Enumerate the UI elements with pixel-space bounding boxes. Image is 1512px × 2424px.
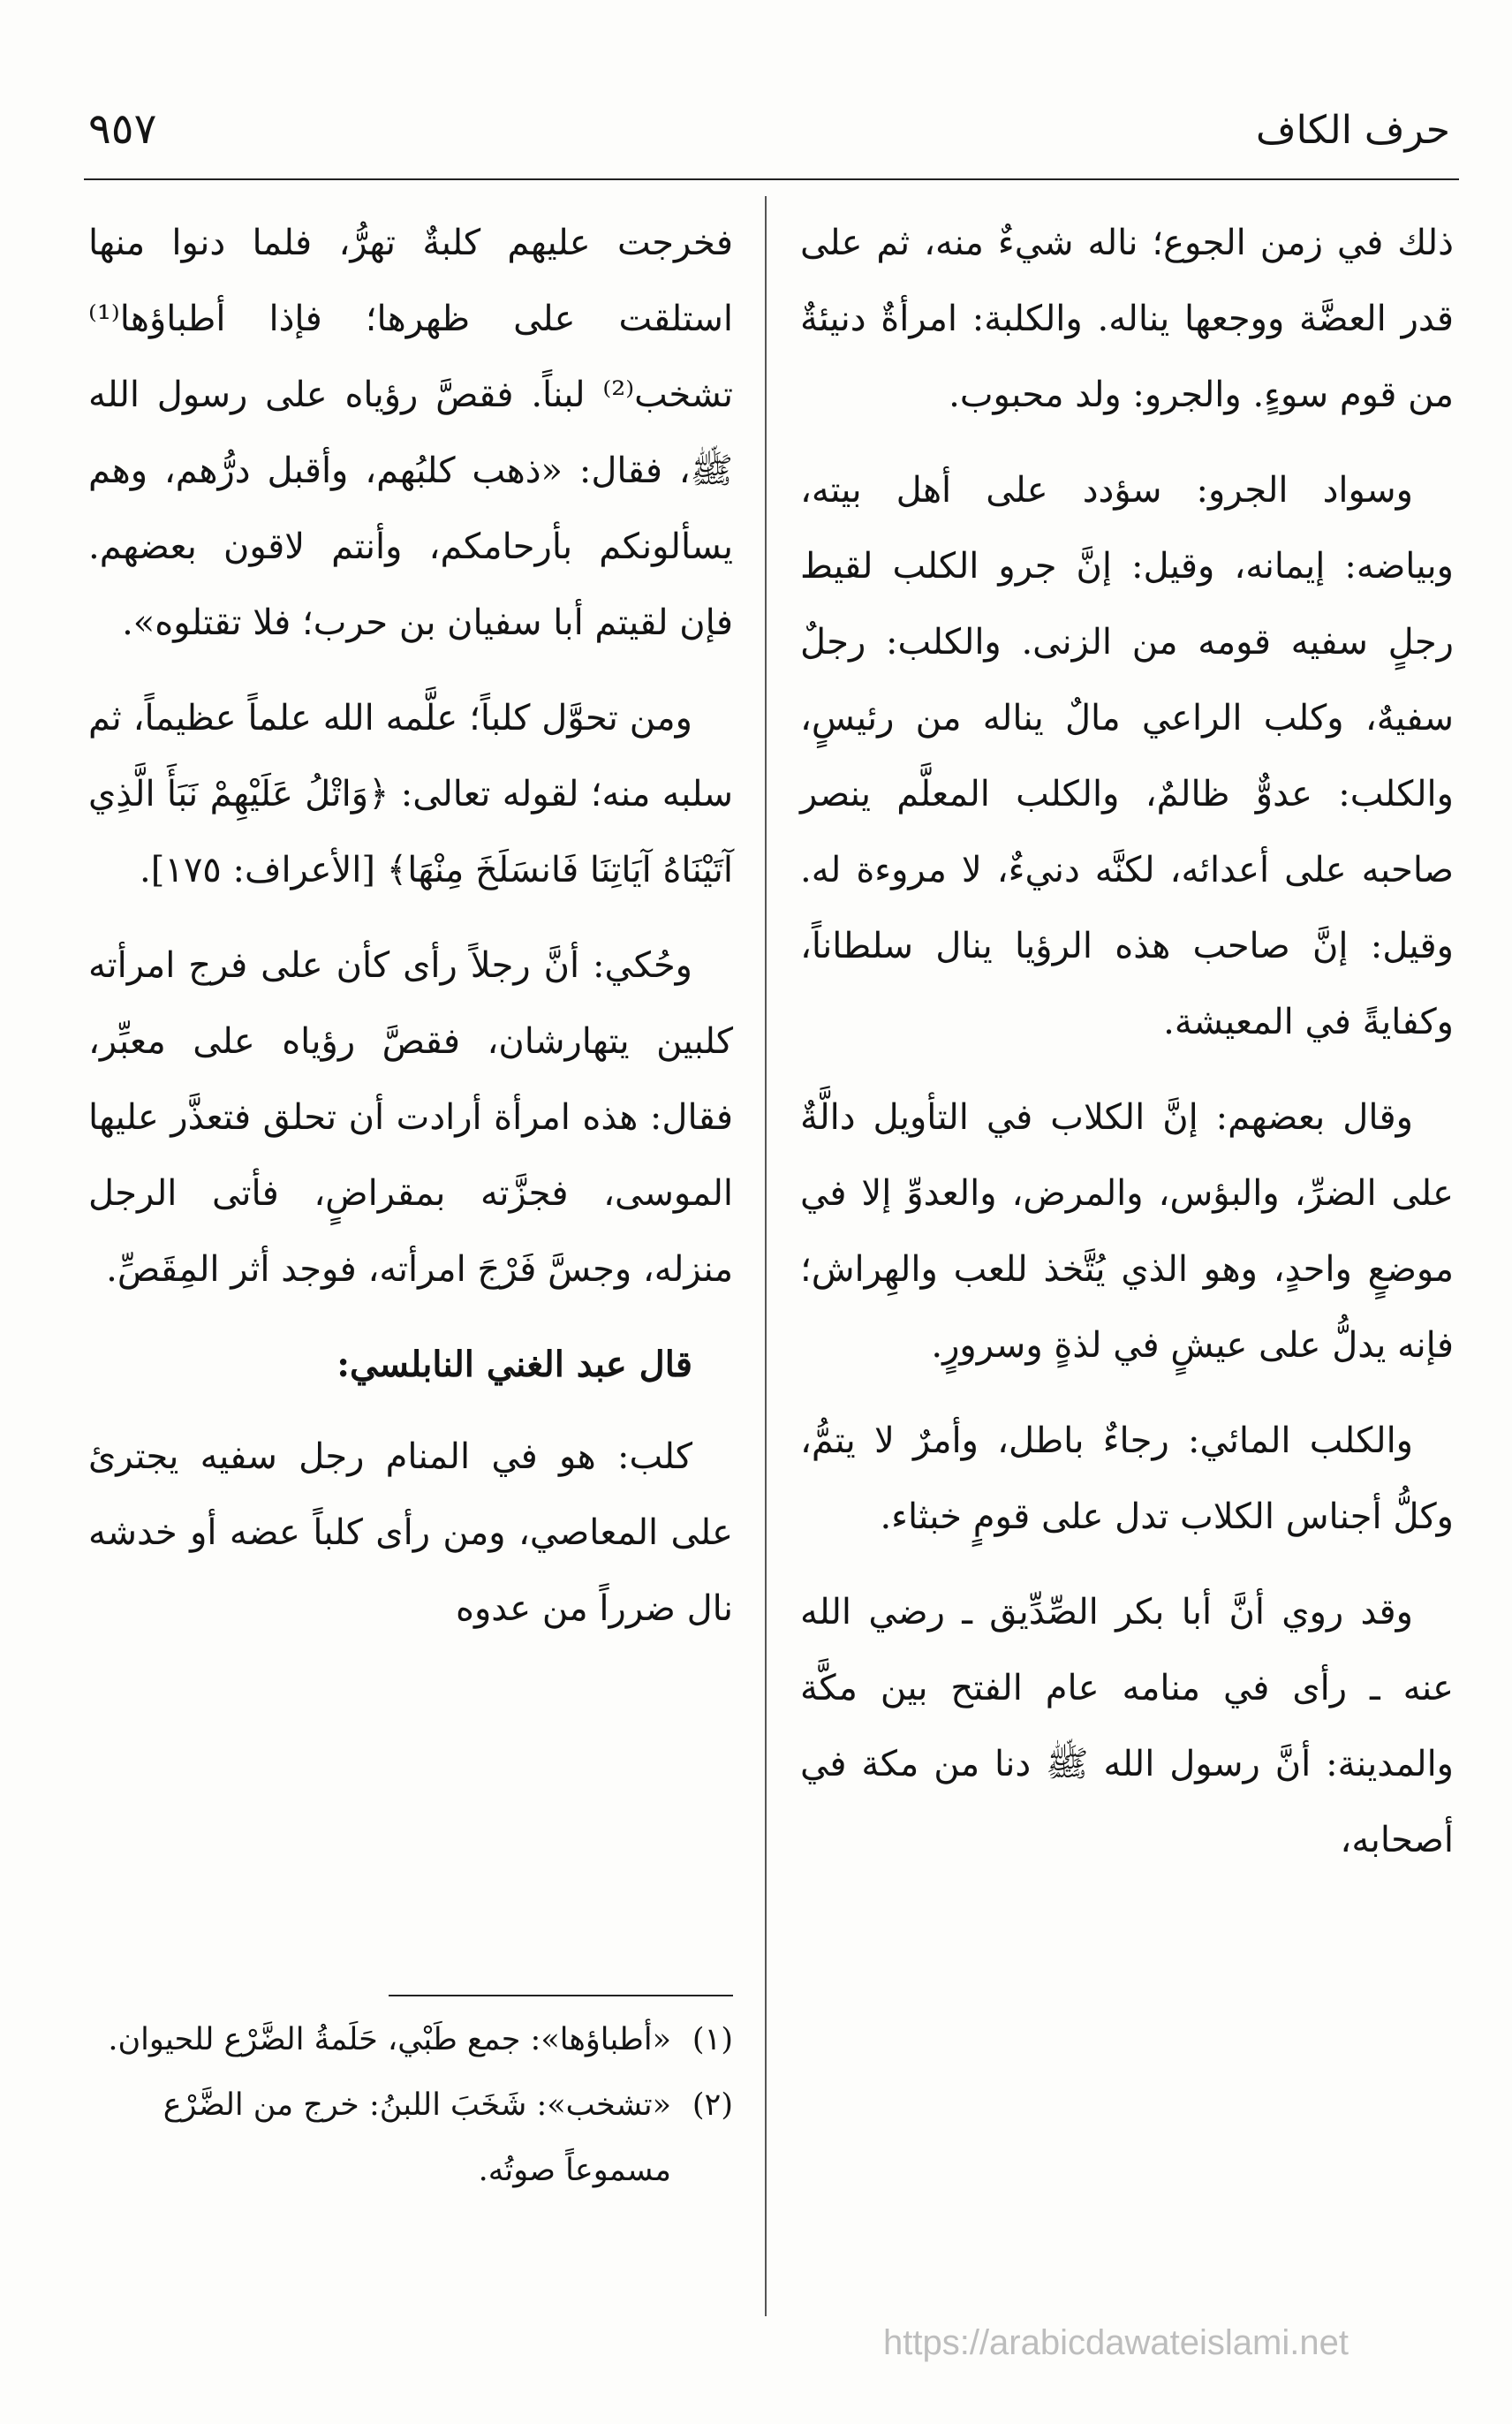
paragraph xyxy=(88,680,733,908)
paragraph: وحُكي: أنَّ رجلاً رأى كأن على فرج امرأته كلبين يتهارشان، فقصَّ رؤياه على معبِّر، فقال: هذه امرأة أرادت أن تحلق فتعذَّر عليها الموسى، فجزَّته بمقراضٍ، فأتى الرجل منزله، وجسَّ فَرْجَ امرأته، فوجد أثر المِقَصِّ. xyxy=(88,945,733,1290)
paragraph: وقد روي أنَّ أبا بكر الصِّدِّيق ـ رضي الله عنه ـ رأى في منامه عام الفتح بين مكَّة والمدينة: أنَّ رسول الله ﷺ دنا من مكة في أصحابه، xyxy=(800,1592,1454,1860)
right-column xyxy=(800,205,1454,1898)
chapter-title: حرف الكاف xyxy=(1255,108,1450,153)
footnote-number: (٢) xyxy=(692,2087,733,2123)
footnote-rule xyxy=(389,1995,733,1996)
left-column xyxy=(88,205,733,1666)
header-rule xyxy=(84,178,1459,180)
section-heading: قال عبد الغني النابلسي: xyxy=(336,1344,692,1385)
column-divider xyxy=(765,196,767,2316)
quran-verse: ﴿وَاتْلُ عَلَيْهِمْ نَبَأَ الَّذِي آتَيْنَاهُ آيَاتِنَا فَانسَلَخَ مِنْهَا﴾ xyxy=(88,774,733,890)
page-number: ٩٥٧ xyxy=(88,104,157,154)
paragraph: والكلب المائي: رجاءٌ باطل، وأمرٌ لا يتمُّ، وكلُّ أجناس الكلاب تدل على قومٍ خبثاء. xyxy=(800,1420,1454,1537)
paragraph: وسواد الجرو: سؤدد على أهل بيته، وبياضه: إيمانه، وقيل: إنَّ جرو الكلب لقيط رجلٍ سفيه قومه من الزنى. والكلب: رجلٌ سفيهٌ، وكلب الراعي مالٌ يناله من رئيسٍ، والكلب: عدوٌّ ظالمٌ، والكلب المعلَّم ينصر صاحبه على أعدائه، لكنَّه دنيءٌ، لا مروءة له. وقيل: إنَّ صاحب هذه الرؤيا ينال سلطاناً، وكفايةً في المعيشة. xyxy=(800,470,1454,1042)
footnote-text: «أطباؤها»: جمع طَبْي، حَلَمةُ الضَّرْع للحيوان. xyxy=(108,2022,671,2057)
footnote xyxy=(88,2072,733,2203)
watermark: https://arabicdawateislami.net xyxy=(883,2323,1349,2362)
paragraph: ذلك في زمن الجوع؛ ناله شيءٌ منه، ثم على قدر العضَّة ووجعها يناله. والكلبة: امرأةٌ دنيئةٌ من قوم سوءٍ. والجرو: ولد محبوب. xyxy=(800,223,1454,415)
paragraph: وقال بعضهم: إنَّ الكلاب في التأويل دالَّةٌ على الضرِّ، والبؤس، والمرض، والعدوِّ إلا في موضعٍ واحدٍ، وهو الذي يُتَّخذ للعب والهِراش؛ فإنه يدلُّ على عيشٍ في لذةٍ وسرورٍ. xyxy=(800,1097,1454,1366)
paragraph-text: ومن تحوَّل كلباً؛ علَّمه الله علماً عظيماً، ثم سلبه منه؛ لقوله تعالى: xyxy=(88,698,734,814)
paragraph: فخرجت عليهم كلبةٌ تهرُّ، فلما دنوا منها استلقت على ظهرها؛ فإذا أطباؤها⁽¹⁾ تشخب⁽²⁾ لبناً. فقصَّ رؤياه على رسول الله ﷺ، فقال: «ذهب كلبُهم، وأقبل درُّهم، وهم يسألونكم بأرحامكم، وأنتم لاقون بعضهم. فإن لقيتم أبا سفيان بن حرب؛ فلا تقتلوه». xyxy=(88,223,733,643)
footnote-text: «تشخب»: شَخَبَ اللبنُ: خرج من الضَّرْع مسموعاً صوتُه. xyxy=(163,2087,671,2188)
paragraph: كلب: هو في المنام رجل سفيه يجترئ على المعاصي، ومن رأى كلباً عضه أو خدشه نال ضرراً من عدوه xyxy=(88,1436,733,1629)
footnotes xyxy=(88,2007,733,2203)
footnote-number: (١) xyxy=(692,2022,733,2057)
verse-reference: [الأعراف: ١٧٥]. xyxy=(140,850,376,890)
footnote xyxy=(88,2007,733,2072)
